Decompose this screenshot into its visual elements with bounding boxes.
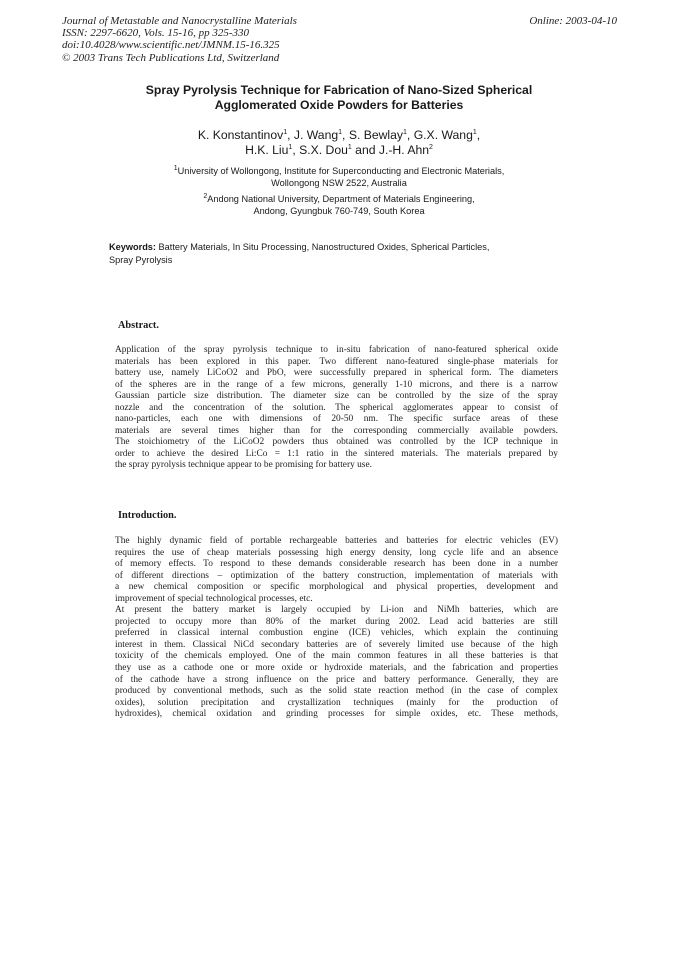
keywords-text: Battery Materials, In Situ Processing, Nanostructured Oxides, Spherical Particles, [155,242,490,252]
author-separator: , [476,128,481,142]
affiliation-1-line-1 [100,165,578,177]
author-name: H.K. Liu [245,143,289,157]
author-affil-mark: 1 [338,128,343,136]
author-affil-mark: 1 [288,143,293,151]
introduction-line: The highly dynamic field of portable rechargeable batteries and batteries for electric vehicles (EV) [115,536,558,546]
introduction-line: interest in them. Classical NiCd secondary batteries are of severely limited use because of the high [115,639,558,650]
author-affil-mark: 1 [347,143,352,151]
journal-header [62,15,297,64]
introduction-line: they use as a cathode one or more oxide or hydroxide materials, and the fabrication and properties [115,663,558,674]
author-line-1 [100,128,578,143]
introduction-line: toxicity of the chemicals employed. One of the main common features in all these batteries is that [115,651,558,662]
introduction-line: produced by conventional methods, such as the solid state reaction method (in the case of complex [115,686,558,697]
keywords-label: Keywords: [109,242,156,252]
abstract-line: of the spheres are in the range of a few microns, generally 1-10 microns, and there is a narrow [115,379,558,390]
introduction-line: of different directions – optimization of the battery construction, implementation of materials with [115,570,558,581]
introduction-line: improvement of special technological processes, etc. [115,593,313,604]
introduction-line: hydroxides), chemical oxidation and grinding processes for simple oxides, etc. These methods, [115,709,558,720]
introduction-body [115,536,558,721]
abstract-line: nano-particles, each one with dimensions of 20-50 nm. The specific surface areas of these [115,414,558,425]
keywords [109,241,539,266]
journal-name: Journal of Metastable and Nanocrystalline Materials [62,15,297,27]
abstract-line: battery use, namely LiCoO2 and PbO, were successfully prepared in spherical form. The diameters [115,368,558,379]
abstract-heading: Abstract. [118,320,159,331]
author-list [100,128,578,158]
abstract-line: materials are several times higher than for the corresponding commercially available powders. [115,425,558,436]
author-name: K. Konstantinov [197,128,284,142]
affiliation-2-line-1 [100,193,578,205]
introduction-line: projected to occupy more than 80% of the market during 2002. Lead acid batteries are still [115,616,558,627]
author-affil-mark: 1 [472,128,477,136]
introduction-line: At present the battery market is largely occupied by Li-ion and NiMh batteries, which are [115,605,558,616]
author-name: and J.-H. Ahn [351,143,430,157]
abstract-line: nozzle and the concentration of the solution. The spherical agglomerates appear to consist of [115,402,558,413]
doi-line: doi:10.4028/www.scientific.net/JMNM.15-16.325 [62,39,280,52]
affiliation-1-line-2: Wollongong NSW 2522, Australia [271,178,407,188]
abstract-line: order to achieve the desired Li:Co = 1:1 ratio in the sintered materials. The materials prepared by [115,448,558,459]
affiliation-2-line-2: Andong, Gyungbuk 760-749, South Korea [253,206,425,216]
affiliation-mark: 2 [203,192,208,200]
introduction-heading: Introduction. [118,510,177,521]
affiliation-text: Andong National University, Department of Materials Engineering, [207,194,475,204]
author-affil-mark: 1 [283,128,288,136]
abstract-line: Gaussian particle size distribution. The diameter size can be controlled by the size of the spray [115,391,558,402]
keywords-line-1 [109,241,539,254]
introduction-line: requires the use of cheap materials possessing high energy density, long cycle life and an absence [115,547,558,558]
author-name: , S.X. Dou [292,143,348,157]
affiliation-mark: 1 [173,164,178,172]
abstract-line: Application of the spray pyrolysis technique to in-situ fabrication of nano-featured spherical oxide [115,345,558,355]
author-affil-mark: 2 [429,143,433,151]
introduction-line: of memory effects. To respond to these demands considerable research has been done in a number [115,559,558,570]
abstract-line: materials has been explored in this paper. Two different nano-featured single-phase materials for [115,356,558,367]
copyright-line: © 2003 Trans Tech Publications Ltd, Switzerland [62,51,280,64]
abstract-body [115,345,558,472]
affiliation-1 [100,165,578,189]
paper-title [100,83,578,113]
author-line-2 [100,143,578,158]
affiliation-2 [100,193,578,217]
affiliation-text: University of Wollongong, Institute for Superconducting and Electronic Materials, [177,166,505,176]
author-name: , J. Wang [287,128,339,142]
abstract-line: the spray pyrolysis technique appear to be promising for battery use. [115,460,372,471]
online-date: Online: 2003-04-10 [529,15,617,27]
keywords-line-2: Spray Pyrolysis [109,254,173,265]
abstract-line: The stoichiometry of the LiCoO2 powders thus obtained was controlled by the ICP technique in [115,437,558,448]
introduction-line: of the cathode have a strong influence on the price and battery performance. Generally, they are [115,674,558,685]
introduction-line: a new chemical composition or specific morphological and physical properties, development and [115,582,558,593]
author-affil-mark: 1 [403,128,407,136]
introduction-line: oxides), solution precipitation and crystallization techniques (mainly for the production of [115,697,558,708]
issn-line: ISSN: 2297-6620, Vols. 15-16, pp 325-330 [62,27,249,40]
title-line-1: Spray Pyrolysis Technique for Fabrication of Nano-Sized Spherical [145,83,533,97]
author-name: , G.X. Wang [406,128,473,142]
author-name: , S. Bewlay [342,128,404,142]
introduction-line: preferred in classical internal combustion engine (ICE) vehicles, which explain the continuing [115,628,558,639]
title-line-2: Agglomerated Oxide Powders for Batteries [214,98,464,112]
